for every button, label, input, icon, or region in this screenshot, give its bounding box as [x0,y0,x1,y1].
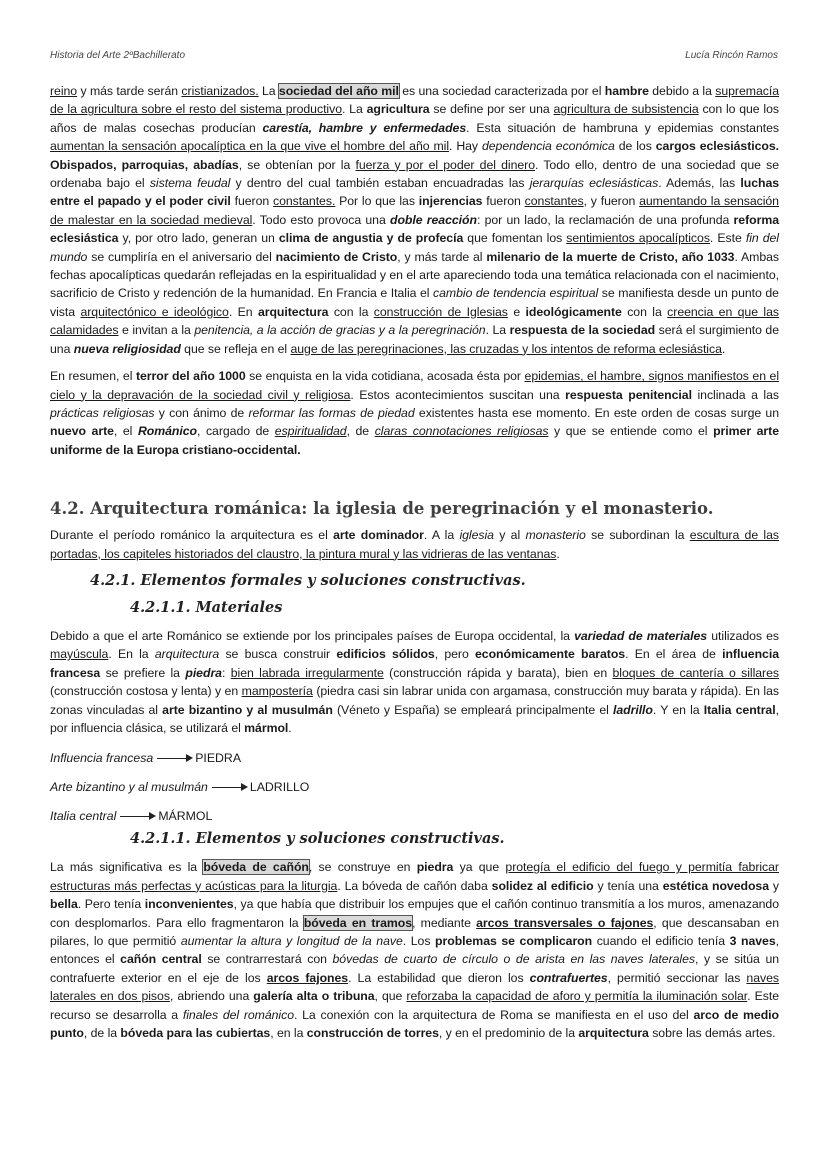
text-run: . Todo ello, dentro de una sociedad que se ordenaba bajo el [50,157,779,191]
text-run: de los [614,139,656,154]
text-run: con lo que los años de malas cosechas producían [50,102,779,135]
subsection-number: 4.2.1.1. [130,830,191,848]
text-run: bóveda para las cubiertas [120,1026,271,1041]
text-run: sociedad del año mil [278,84,399,98]
text-run: , cargado de [196,424,275,439]
text-run: bóveda de cañón [203,860,309,875]
text-run: y con ánimo de [154,405,249,420]
text-run: , que descansaban en pilares, lo que permitió [50,915,779,948]
text-run: bella [50,897,78,912]
text-run: . Esta situación de hambruna y epidemias constantes [466,120,779,135]
text-run: protegía el edificio del fuego y permitía fabricar estructuras más perfectas y acústicas para la liturgia [50,860,779,893]
text-run: , en la [270,1026,307,1041]
text-run: se subordinan la [585,528,690,543]
text-run: , de la [83,1026,121,1041]
text-run: bien labrada irregularmente [230,665,384,680]
text-run: arte bizantino y al musulmán [162,702,333,717]
material-row [50,778,779,796]
page-header [50,50,778,61]
material-name: LADRILLO [249,780,310,795]
text-run: (piedra casi sin labrar unida con argamasa, construcción muy barata y rápida). En las zonas vinculadas al [50,684,779,717]
text-run: arcos fajones [266,970,349,985]
subsection-title: Elementos y soluciones constructivas. [190,830,505,848]
text-run: . En la [108,647,155,662]
text-run: supremacía de la agricultura sobre el resto del sistema productivo [50,84,779,117]
page-content [50,82,779,1042]
material-origin: Arte bizantino y al musulmán [50,780,208,795]
text-run: piedra [185,665,222,680]
text-run: arquitectónico e ideológico [80,304,229,319]
text-run: arquitectura [578,1026,649,1041]
text-run: luchas entre el papado y el poder civil [50,176,780,209]
subsection-heading-1 [90,572,779,589]
text-run: se manifiesta desde un punto de vista [50,286,779,319]
text-run: galería alta o tribuna [253,989,375,1004]
text-run: utilizados es [707,628,779,643]
text-run: milenario de la muerte de Cristo, año 1033 [486,249,735,264]
text-run: Durante el período románico la arquitectura es el [50,528,334,543]
text-run: inclinada a las [691,387,779,402]
text-run: mármol [244,720,289,735]
text-run: respuesta penitencial [565,387,692,402]
subsection-number: 4.2.1. [90,571,136,589]
text-run: La [258,84,279,98]
text-run: , ya que había que distribuir los empujes que el cañón continuo transmitía a los muros, amenazando con desplomarlos. Para ello fragmentaron la [50,897,780,930]
text-run: e [507,304,526,319]
text-run: , y en el predominio de la [438,1026,579,1041]
text-run: naves laterales en dos pisos [50,970,779,1004]
text-run: existentes hasta ese momento. En este orden de cosas surge un [414,405,779,420]
construction-paragraph [50,858,779,1042]
text-run: reforzaba la capacidad de aforo y permitía la iluminación solar [406,989,748,1004]
subsection-title: Materiales [190,598,283,616]
text-run: . La estabilidad que dieron los [348,970,530,985]
text-run: . En el área de [625,647,723,662]
text-run: fueron [230,194,273,209]
text-run: . Este [709,231,746,246]
text-run: ladrillo [612,702,653,717]
text-run: nuevo arte [50,424,114,439]
text-run: . Ambas fechas apocalípticas quedarán reflejadas en la espiritualidad y en el arte apareciendo toda una temática relacionada con el nacimiento, sacrificio de Cristo y redención de la humanidad. En Francia e Italia el [50,249,780,301]
header-course: Historia del Arte 2ºBachillerato [50,50,186,61]
material-row [50,807,779,825]
subsection-heading-construction [130,830,779,847]
material-name: MÁRMOL [158,809,213,824]
text-run: cargos eclesiásticos. Obispados, parroquias, abadías [50,139,780,172]
text-run: , y más tarde al [397,249,487,264]
text-run: . Estos acontecimientos suscitan una [350,387,566,402]
material-origin: Italia central [50,809,117,824]
text-run: cuando el edificio tenía [592,934,730,948]
text-run: . Y en la [652,702,704,717]
text-run: se busca construir [219,647,337,662]
text-run: En resumen, el [50,369,136,384]
text-run: . [288,720,292,735]
section-paragraph [50,526,779,563]
text-run: (construcción costosa y lenta) y en [50,684,242,699]
text-run: cañón central [120,952,202,967]
text-run: . A la [423,528,460,543]
text-run: cristianizados. [181,84,259,98]
text-run: . Hay [449,139,482,154]
text-run: : [221,665,231,680]
text-run: claras connotaciones religiosas [374,424,549,439]
right-arrow-icon [212,787,246,788]
text-run: arquitectura [257,304,329,319]
text-run: (construcción rápida y barata), bien en [383,665,613,680]
text-run: arquitectura [154,647,220,662]
text-run: fueron [482,194,525,209]
text-run: sobre las demás artes. [648,1026,776,1041]
text-run: agricultura [366,102,430,117]
text-run: , el [113,424,138,439]
text-run: se contrarrestará con [201,952,333,967]
materials-paragraph [50,627,779,737]
text-run: arco de medio punto [50,1007,779,1041]
text-run: respuesta de la sociedad [509,323,656,338]
text-run: nacimiento de Cristo [275,249,398,264]
text-run: y dentro del cual también estaban encuadradas las [230,176,530,191]
materials-list [50,749,779,825]
text-run: Románico [137,424,197,439]
text-run: inconvenientes [144,897,234,912]
text-run: clima de angustia y de profecía [278,231,464,246]
text-run: y [769,878,779,893]
text-run: . Todo esto provoca una [252,212,390,227]
text-run: penitencia, a la acción de gracias y a la peregrinación [194,323,486,338]
text-run: . En [228,304,258,319]
text-run: , por influencia clásica, se utilizará el [50,702,779,735]
text-run: . Los [402,934,436,948]
text-run: y al [493,528,526,543]
text-run: bloques de cantería o sillares [612,665,779,680]
text-run: iglesia [459,528,494,543]
text-run: y, por otro lado, generan un [118,231,279,246]
intro-paragraph-1 [50,82,779,358]
text-run: con la [621,304,668,319]
text-run: Debido a que el arte Románico se extiende por los principales países de Europa occidental, la [50,628,575,643]
text-run: se define por ser una [429,102,554,117]
section-heading: 4.2. Arquitectura románica: la iglesia de peregrinación y el monasterio. [50,499,714,519]
text-run: ya que [453,860,506,875]
text-run: bóvedas de cuarto de círculo o de arista en las naves laterales [332,952,695,967]
text-run: constantes [524,194,584,209]
text-run: será el surgimiento de una [50,323,779,356]
text-run: arte dominador [333,528,424,543]
text-run: doble reacción [389,212,477,227]
text-run: edificios sólidos [336,647,435,662]
text-run: sistema feudal [149,176,231,191]
text-run: Por lo que las [335,194,419,209]
text-run: . Este recurso se desarrolla a [50,989,780,1022]
text-run: . La conexión con la arquitectura de Roma se manifiesta en el uso del [294,1007,694,1022]
text-run: e invitan a la [118,323,195,338]
text-run: se prefiere la [100,665,186,680]
text-run: monasterio [525,528,586,543]
text-run: y que se entiende como el [548,424,714,439]
text-run: nueva religiosidad [73,341,181,356]
text-run: , que [374,989,407,1004]
text-run: . Pero tenía [77,897,145,912]
header-author: Lucía Rincón Ramos [685,50,778,61]
text-run: injerencias [418,194,483,209]
text-run: y más tarde serán [77,84,182,98]
text-run: reino [50,84,78,98]
text-run: con la [328,304,374,319]
material-origin: Influencia francesa [50,751,154,766]
text-run: construcción de torres [306,1026,439,1041]
text-run: escultura de las portadas, los capiteles historiados del claustro, la pintura mural y las vidrieras de las ventanas [50,528,780,561]
text-run: se enquista en la vida cotidiana, acosada ésta por [245,369,525,384]
material-row [50,749,779,767]
text-run: , y fueron [583,194,640,209]
text-run: reformar las formas de piedad [248,405,415,420]
text-run: variedad de materiales [574,628,708,643]
right-arrow-icon [120,816,154,817]
text-run: ideológicamente [525,304,622,319]
text-run: cambio de tendencia espiritual [433,286,599,301]
text-run: y tenía una [593,878,663,893]
text-run: piedra [416,860,454,875]
subsection-title: Elementos formales y soluciones constructivas. [135,571,526,589]
text-run: aumentan la sensación apocalíptica en la que vive el hombre del año mil [50,139,450,154]
text-run: constantes. [272,194,336,209]
text-run: , se obtenían por la [238,157,356,172]
text-run: auge de las peregrinaciones, las cruzadas y los intentos de reforma eclesiástica [290,341,722,356]
text-run: (Véneto y España) se empleará principalmente el [332,702,613,717]
text-run: estética novedosa [662,878,769,893]
text-run: debido a la [648,84,716,98]
text-run: . La [342,102,367,117]
text-run: fin del mundo [50,231,779,264]
text-run: , se construye en [308,860,417,875]
text-run: . [721,341,726,356]
text-run: primer arte uniforme de la Europa cristiano-occidental. [50,424,779,457]
text-run: , y se sitúa un contrafuerte exterior en el eje de los [50,952,780,985]
text-run: , mediante [412,915,477,930]
text-run: , permitió seccionar las [607,970,747,985]
text-run: es una sociedad caracterizada por el [398,84,605,98]
text-run: mampostería [241,684,313,699]
text-run: , entonces el [50,934,779,967]
right-arrow-icon [157,758,191,759]
text-run: : por un lado, la reclamación de una profunda [476,212,734,227]
text-run: se cumpliría en el aniversario del [87,249,276,264]
text-run: arcos transversales o fajones [476,915,654,930]
text-run: construcción de Iglesias [373,304,508,319]
text-run: epidemias, el hambre, signos manifiestos en el cielo y la depravación de la sociedad civil y religiosa [50,369,780,402]
text-run: terror del año 1000 [135,369,246,384]
subsection-number: 4.2.1.1. [130,598,191,616]
text-run: . [556,546,560,561]
text-run: creencia en que las calamidades [50,304,779,338]
text-run: problemas se complicaron [435,934,593,948]
text-run: aumentar la altura y longitud de la nave [180,934,403,948]
text-run: 3 naves [729,934,776,948]
text-run: Italia central [703,702,776,717]
text-run: sentimientos apocalípticos [566,231,710,246]
text-run: solidez al edificio [491,878,594,893]
subsection-heading-materials [130,599,779,616]
text-run: bóveda en tramos [303,915,413,930]
text-run: . Además, las [658,176,741,191]
text-run: prácticas religiosas [50,405,155,420]
text-run: aumentando la sensación de malestar en la sociedad medieval [50,194,779,227]
text-run: mayúscula [50,647,109,662]
text-run: espiritualidad [274,424,347,439]
text-run: que fomentan los [463,231,567,246]
text-run: La más significativa es la [50,860,204,875]
text-run: , pero [434,647,476,662]
text-run: , abriendo una [169,989,254,1004]
text-run: que se refleja en el [180,341,291,356]
text-run: finales del románico [182,1007,295,1022]
text-run: jerarquías eclesiásticas [529,176,659,191]
text-run: fuerza y por el poder del dinero [355,157,535,172]
text-run: carestía, hambre y enfermedades [262,120,467,135]
text-run: influencia francesa [50,647,779,680]
intro-paragraph-2 [50,367,779,459]
text-run: reforma eclesiástica [50,212,779,246]
material-name: PIEDRA [195,751,242,766]
text-run: dependencia económica [481,139,615,154]
text-run: agricultura de subsistencia [553,102,699,117]
text-run: contrafuertes [529,970,608,985]
text-run: hambre [604,84,649,98]
text-run: . La bóveda de cañón daba [337,878,492,893]
text-run: , de [346,424,375,439]
text-run: económicamente baratos [475,647,626,662]
text-run: . La [485,323,510,338]
